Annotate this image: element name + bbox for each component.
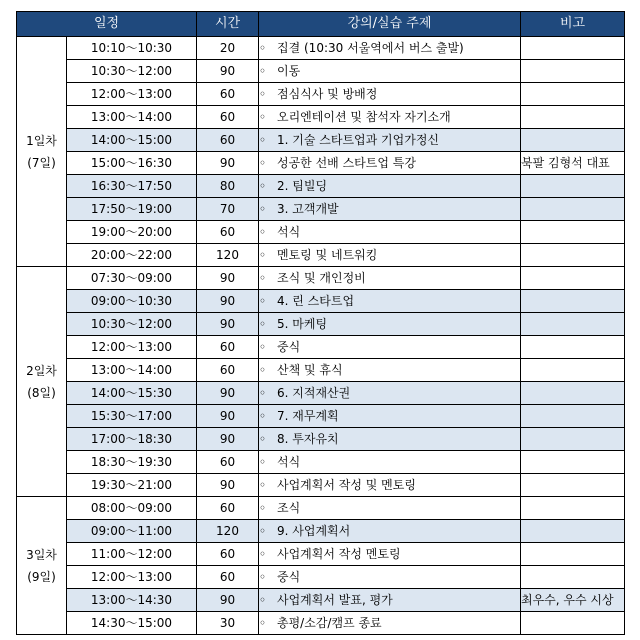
bullet-icon: ◦ <box>259 501 267 515</box>
bullet-icon: ◦ <box>259 593 267 607</box>
hours-cell: 60 <box>197 129 259 152</box>
time-cell: 13:00～14:30 <box>67 589 197 612</box>
bullet-icon: ◦ <box>259 133 267 147</box>
time-cell: 17:00～18:30 <box>67 428 197 451</box>
hours-cell: 90 <box>197 267 259 290</box>
bullet-icon: ◦ <box>259 340 267 354</box>
header-hours: 시간 <box>197 12 259 37</box>
time-cell: 12:00～13:00 <box>67 336 197 359</box>
table-row <box>17 474 625 497</box>
bullet-icon: ◦ <box>259 202 267 216</box>
note-cell <box>521 83 625 106</box>
topic-cell <box>259 405 521 428</box>
note-cell <box>521 221 625 244</box>
topic-text: 1. 기술 스타트업과 기업가정신 <box>277 133 439 147</box>
table-row <box>17 106 625 129</box>
note-cell <box>521 405 625 428</box>
hours-cell: 90 <box>197 474 259 497</box>
topic-text: 총평/소감/캠프 종료 <box>277 616 382 630</box>
hours-cell: 120 <box>197 244 259 267</box>
bullet-icon: ◦ <box>259 294 267 308</box>
hours-cell: 90 <box>197 382 259 405</box>
table-row <box>17 313 625 336</box>
note-cell: 북팔 김형석 대표 <box>521 152 625 175</box>
bullet-icon: ◦ <box>259 409 267 423</box>
hours-cell: 60 <box>197 336 259 359</box>
hours-cell: 90 <box>197 589 259 612</box>
note-cell <box>521 198 625 221</box>
table-row <box>17 589 625 612</box>
time-cell: 12:00～13:00 <box>67 566 197 589</box>
bullet-icon: ◦ <box>259 478 267 492</box>
table-row <box>17 290 625 313</box>
table-row <box>17 83 625 106</box>
day-label <box>17 37 67 267</box>
bullet-icon: ◦ <box>259 616 267 630</box>
table-row <box>17 37 625 60</box>
table-row <box>17 244 625 267</box>
hours-cell: 60 <box>197 566 259 589</box>
hours-cell: 80 <box>197 175 259 198</box>
day-label-line2: (9일) <box>27 569 56 584</box>
topic-cell <box>259 520 521 543</box>
hours-cell: 90 <box>197 313 259 336</box>
topic-text: 6. 지적재산권 <box>277 386 351 400</box>
hours-cell: 90 <box>197 405 259 428</box>
hours-cell: 60 <box>197 451 259 474</box>
topic-cell <box>259 428 521 451</box>
topic-cell <box>259 198 521 221</box>
topic-cell <box>259 221 521 244</box>
topic-cell <box>259 474 521 497</box>
day-label-line1: 3일차 <box>26 547 57 562</box>
topic-cell <box>259 359 521 382</box>
topic-text: 사업계획서 발표, 평가 <box>277 593 393 607</box>
topic-text: 석식 <box>277 455 301 469</box>
note-cell <box>521 267 625 290</box>
topic-cell <box>259 382 521 405</box>
bullet-icon: ◦ <box>259 524 267 538</box>
day-label <box>17 267 67 497</box>
time-cell: 07:30～09:00 <box>67 267 197 290</box>
topic-text: 이동 <box>277 64 301 78</box>
bullet-icon: ◦ <box>259 156 267 170</box>
time-cell: 14:00～15:30 <box>67 382 197 405</box>
note-cell <box>521 37 625 60</box>
note-cell <box>521 313 625 336</box>
topic-text: 9. 사업계획서 <box>277 524 351 538</box>
topic-cell <box>259 152 521 175</box>
topic-text: 성공한 선배 스타트업 특강 <box>277 156 416 170</box>
note-cell <box>521 474 625 497</box>
time-cell: 17:50～19:00 <box>67 198 197 221</box>
table-row <box>17 267 625 290</box>
time-cell: 09:00～11:00 <box>67 520 197 543</box>
topic-text: 집결 (10:30 서울역에서 버스 출발) <box>277 41 464 55</box>
hours-cell: 90 <box>197 60 259 83</box>
hours-cell: 90 <box>197 290 259 313</box>
table-row <box>17 566 625 589</box>
note-cell <box>521 60 625 83</box>
table-row <box>17 405 625 428</box>
topic-text: 멘토링 및 네트워킹 <box>277 248 378 262</box>
topic-text: 3. 고객개발 <box>277 202 339 216</box>
bullet-icon: ◦ <box>259 547 267 561</box>
table-row <box>17 612 625 635</box>
bullet-icon: ◦ <box>259 455 267 469</box>
topic-text: 조식 <box>277 501 301 515</box>
topic-text: 중식 <box>277 340 301 354</box>
topic-cell <box>259 37 521 60</box>
table-row <box>17 175 625 198</box>
schedule-body <box>17 37 625 635</box>
hours-cell: 70 <box>197 198 259 221</box>
topic-cell <box>259 336 521 359</box>
note-cell <box>521 336 625 359</box>
note-cell <box>521 543 625 566</box>
bullet-icon: ◦ <box>259 64 267 78</box>
time-cell: 16:30～17:50 <box>67 175 197 198</box>
hours-cell: 90 <box>197 428 259 451</box>
topic-cell <box>259 589 521 612</box>
bullet-icon: ◦ <box>259 386 267 400</box>
bullet-icon: ◦ <box>259 363 267 377</box>
topic-text: 점심식사 및 방배정 <box>277 87 378 101</box>
topic-text: 중식 <box>277 570 301 584</box>
note-cell <box>521 428 625 451</box>
time-cell: 10:30～12:00 <box>67 313 197 336</box>
table-row <box>17 198 625 221</box>
bullet-icon: ◦ <box>259 271 267 285</box>
time-cell: 10:30～12:00 <box>67 60 197 83</box>
topic-cell <box>259 83 521 106</box>
table-row <box>17 520 625 543</box>
hours-cell: 90 <box>197 152 259 175</box>
hours-cell: 60 <box>197 543 259 566</box>
topic-text: 사업계획서 작성 멘토링 <box>277 547 401 561</box>
table-row <box>17 60 625 83</box>
topic-cell <box>259 267 521 290</box>
note-cell <box>521 175 625 198</box>
topic-text: 사업계획서 작성 및 멘토링 <box>277 478 416 492</box>
note-cell <box>521 106 625 129</box>
schedule-table <box>16 11 625 635</box>
hours-cell: 60 <box>197 83 259 106</box>
bullet-icon: ◦ <box>259 248 267 262</box>
note-cell <box>521 290 625 313</box>
topic-cell <box>259 129 521 152</box>
time-cell: 19:30～21:00 <box>67 474 197 497</box>
note-cell <box>521 382 625 405</box>
time-cell: 09:00～10:30 <box>67 290 197 313</box>
table-row <box>17 221 625 244</box>
topic-cell <box>259 175 521 198</box>
bullet-icon: ◦ <box>259 110 267 124</box>
bullet-icon: ◦ <box>259 225 267 239</box>
topic-text: 8. 투자유치 <box>277 432 339 446</box>
topic-cell <box>259 543 521 566</box>
topic-text: 석식 <box>277 225 301 239</box>
time-cell: 19:00～20:00 <box>67 221 197 244</box>
note-cell: 최우수, 우수 시상 <box>521 589 625 612</box>
topic-text: 2. 팀빌딩 <box>277 179 328 193</box>
table-row <box>17 497 625 520</box>
topic-text: 4. 린 스타트업 <box>277 294 355 308</box>
bullet-icon: ◦ <box>259 432 267 446</box>
hours-cell: 20 <box>197 37 259 60</box>
topic-cell <box>259 106 521 129</box>
time-cell: 14:00～15:00 <box>67 129 197 152</box>
day-label-line2: (7일) <box>27 155 56 170</box>
topic-cell <box>259 60 521 83</box>
table-row <box>17 336 625 359</box>
day-label-line1: 1일차 <box>26 133 57 148</box>
time-cell: 15:00～16:30 <box>67 152 197 175</box>
bullet-icon: ◦ <box>259 41 267 55</box>
time-cell: 18:30～19:30 <box>67 451 197 474</box>
topic-cell <box>259 566 521 589</box>
note-cell <box>521 497 625 520</box>
hours-cell: 60 <box>197 106 259 129</box>
note-cell <box>521 359 625 382</box>
time-cell: 08:00～09:00 <box>67 497 197 520</box>
topic-cell <box>259 290 521 313</box>
day-label-line1: 2일차 <box>26 363 57 378</box>
header-note: 비고 <box>521 12 625 37</box>
time-cell: 12:00～13:00 <box>67 83 197 106</box>
hours-cell: 60 <box>197 497 259 520</box>
day-label-line2: (8일) <box>27 385 56 400</box>
table-row <box>17 152 625 175</box>
topic-cell <box>259 451 521 474</box>
table-row <box>17 543 625 566</box>
topic-cell <box>259 612 521 635</box>
header-topic: 강의/실습 주제 <box>259 12 521 37</box>
topic-cell <box>259 313 521 336</box>
note-cell <box>521 612 625 635</box>
topic-text: 7. 재무계획 <box>277 409 339 423</box>
topic-cell <box>259 244 521 267</box>
header-row <box>17 12 625 37</box>
bullet-icon: ◦ <box>259 570 267 584</box>
topic-text: 5. 마케팅 <box>277 317 328 331</box>
day-label <box>17 497 67 635</box>
hours-cell: 30 <box>197 612 259 635</box>
time-cell: 11:00～12:00 <box>67 543 197 566</box>
topic-text: 조식 및 개인정비 <box>277 271 366 285</box>
time-cell: 15:30～17:00 <box>67 405 197 428</box>
bullet-icon: ◦ <box>259 87 267 101</box>
table-row <box>17 359 625 382</box>
note-cell <box>521 451 625 474</box>
time-cell: 20:00～22:00 <box>67 244 197 267</box>
table-row <box>17 129 625 152</box>
time-cell: 13:00～14:00 <box>67 106 197 129</box>
time-cell: 13:00～14:00 <box>67 359 197 382</box>
hours-cell: 120 <box>197 520 259 543</box>
bullet-icon: ◦ <box>259 317 267 331</box>
topic-cell <box>259 497 521 520</box>
hours-cell: 60 <box>197 221 259 244</box>
hours-cell: 60 <box>197 359 259 382</box>
time-cell: 10:10～10:30 <box>67 37 197 60</box>
topic-text: 산책 및 휴식 <box>277 363 343 377</box>
note-cell <box>521 244 625 267</box>
table-row <box>17 451 625 474</box>
note-cell <box>521 566 625 589</box>
table-row <box>17 428 625 451</box>
note-cell <box>521 520 625 543</box>
table-row <box>17 382 625 405</box>
header-day: 일정 <box>17 12 197 37</box>
note-cell <box>521 129 625 152</box>
bullet-icon: ◦ <box>259 179 267 193</box>
time-cell: 14:30～15:00 <box>67 612 197 635</box>
topic-text: 오리엔테이션 및 참석자 자기소개 <box>277 110 451 124</box>
